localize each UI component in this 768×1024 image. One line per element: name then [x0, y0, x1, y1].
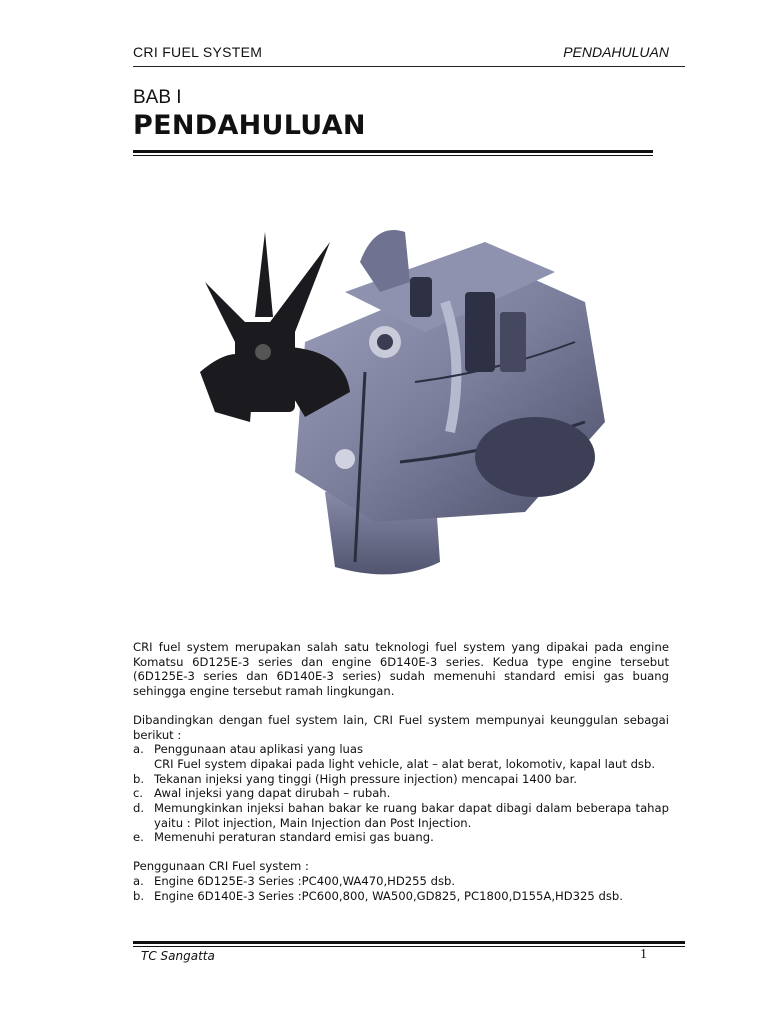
chapter-label: BAB I: [133, 87, 182, 108]
list-marker: a.: [133, 873, 144, 888]
list-item-subtext: CRI Fuel system dipakai pada light vehicle, alat – alat berat, lokomotiv, kapal laut dsb.: [154, 756, 656, 771]
list-item-text: Memenuhi peraturan standard emisi gas buang.: [154, 830, 434, 845]
list-item-text: Memungkinkan injeksi bahan bakar ke ruang bakar dapat dibagi dalam beberapa tahap yaitu : Pilot injection, Main Injection dan Post Injection.: [154, 801, 669, 830]
footer-organization: TC Sangatta: [141, 949, 215, 963]
advantages-intro: Dibandingkan dengan fuel system lain, CRI Fuel system mempunyai keunggulan sebagai berikut :: [133, 712, 669, 742]
list-marker: b.: [133, 888, 145, 903]
intro-paragraph: CRI fuel system merupakan salah satu teknologi fuel system yang dipakai pada engine Komatsu 6D125E-3 series dan engine 6D140E-3 series. Kedua type engine tersebut (6D125E-3 series dan 6D140E-3 series) sudah memenuhi standard emisi gas buang sehingga engine tersebut ramah lingkungan.: [133, 640, 669, 699]
list-item: [133, 786, 669, 801]
usage-list: [133, 874, 669, 903]
list-item: [133, 874, 669, 889]
list-marker: b.: [133, 771, 145, 786]
list-item-text: Engine 6D125E-3 Series :PC400,WA470,HD255 dsb.: [154, 873, 456, 888]
list-item-text: Engine 6D140E-3 Series :PC600,800, WA500,GD825, PC1800,D155A,HD325 dsb.: [154, 888, 623, 903]
list-marker: e.: [133, 830, 144, 845]
engine-photo: [195, 222, 615, 592]
list-item: [133, 830, 669, 845]
footer-rule: [133, 941, 685, 944]
page-number: 1: [640, 947, 647, 962]
running-header: [133, 44, 685, 67]
list-marker: c.: [133, 786, 144, 801]
list-marker: d.: [133, 801, 145, 816]
usage-heading: Penggunaan CRI Fuel system :: [133, 859, 309, 874]
footer-rule-thin: [133, 946, 685, 947]
chapter-title: PENDAHULUAN: [133, 110, 366, 141]
list-item-text: Tekanan injeksi yang tinggi (High pressure injection) mencapai 1400 bar.: [154, 771, 578, 786]
body-text: [133, 640, 669, 903]
list-item-text: Penggunaan atau aplikasi yang luas: [154, 742, 364, 757]
list-item: [133, 742, 669, 771]
list-item: [133, 801, 669, 830]
title-rule-thin: [133, 155, 653, 156]
title-rule: [133, 150, 653, 153]
list-item-text: Awal injeksi yang dapat dirubah – rubah.: [154, 786, 391, 801]
advantages-list: [133, 742, 669, 845]
list-item: [133, 772, 669, 787]
list-marker: a.: [133, 742, 144, 757]
header-section-title: PENDAHULUAN: [563, 44, 669, 60]
list-item: [133, 889, 669, 904]
header-doc-title: CRI FUEL SYSTEM: [133, 44, 263, 60]
